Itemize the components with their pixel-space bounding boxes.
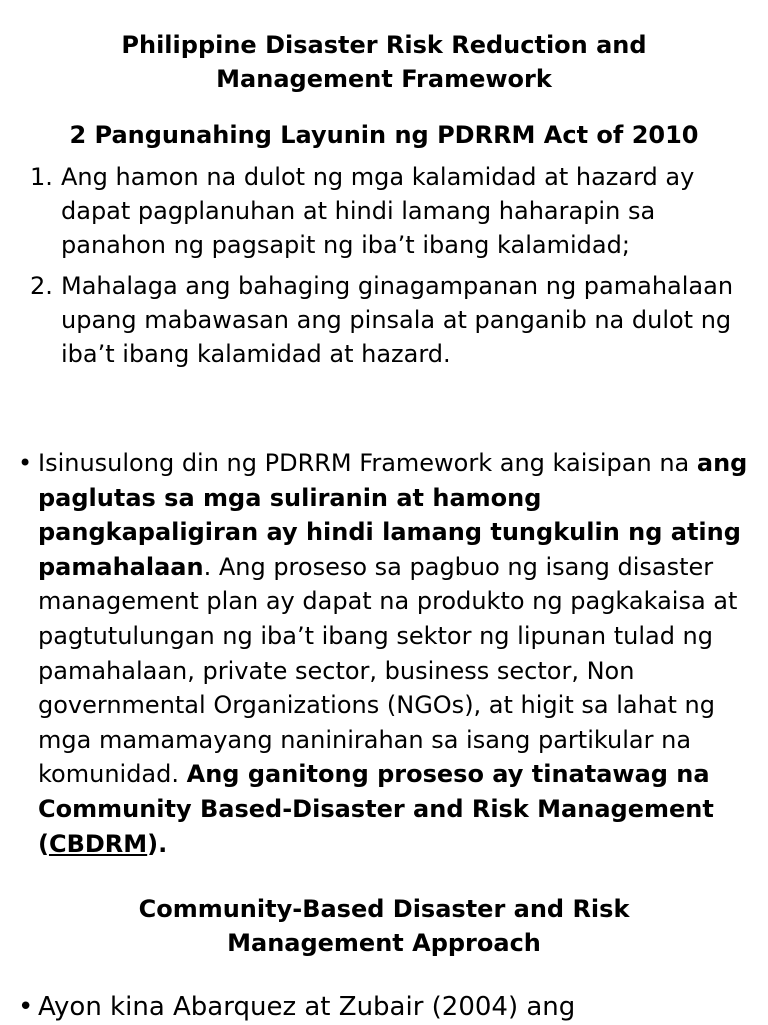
section-title-line-1: Community-Based Disaster and Risk (138, 895, 630, 923)
paragraph-body (18, 446, 758, 861)
list-item-text: Ang hamon na dulot ng mga kalamidad at hazard ay dapat pagplanuhan at hindi lamang haharapin sa panahon ng pagsapit ng iba’t ibang kalamidad; (61, 163, 695, 259)
title-line-1: Philippine Disaster Risk Reduction and (121, 31, 647, 59)
section-title-line-2: Management Approach (227, 929, 541, 957)
bullet-icon: • (18, 992, 34, 1022)
paragraph-body: Ayon kina Abarquez at Zubair (2004) ang (38, 992, 576, 1022)
cbdrm-acronym: CBDRM (48, 829, 148, 858)
framework-paragraph (18, 446, 758, 861)
cbdrm-definition: Ang ganitong proseso ay tinatawag na Community Based-Disaster and Risk Management ( (38, 760, 714, 858)
list-number: 1. (30, 163, 53, 191)
objectives-heading: 2 Pangunahing Layunin ng PDRRM Act of 2010 (69, 121, 699, 149)
cbdrm-close: ). (147, 829, 168, 858)
approach-paragraph (18, 990, 758, 1025)
bullet-icon: • (18, 449, 33, 477)
objectives-list (30, 160, 750, 378)
list-item-text: Mahalaga ang bahaging ginagampanan ng pamahalaan upang mabawasan ang pinsala at panganib na dulot ng iba’t ibang kalamidad at hazard. (61, 272, 734, 368)
list-item (30, 160, 750, 262)
paragraph-emphasis-1: ang paglutas sa mga suliranin at hamong pangkapaligiran ay hindi lamang tungkulin ng ating pamahalaan (38, 449, 748, 581)
paragraph-intro: Isinusulong din ng PDRRM Framework ang kaisipan na (38, 449, 697, 477)
section-title (0, 892, 768, 960)
title-line-2: Management Framework (216, 65, 552, 93)
paragraph-middle: . Ang proseso sa pagbuo ng isang disaster management plan ay dapat na produkto ng pagkakaisa at pagtutulungan ng iba’t ibang sektor ng lipunan tulad ng pamahalaan, private sector, business sector, Non governmental Organizations (NGOs), at higit sa lahat ng mga mamamayang naninirahan sa isang partikular na komunidad. (38, 552, 738, 789)
list-item (30, 269, 750, 371)
list-number: 2. (30, 272, 53, 300)
document-title (0, 28, 768, 96)
